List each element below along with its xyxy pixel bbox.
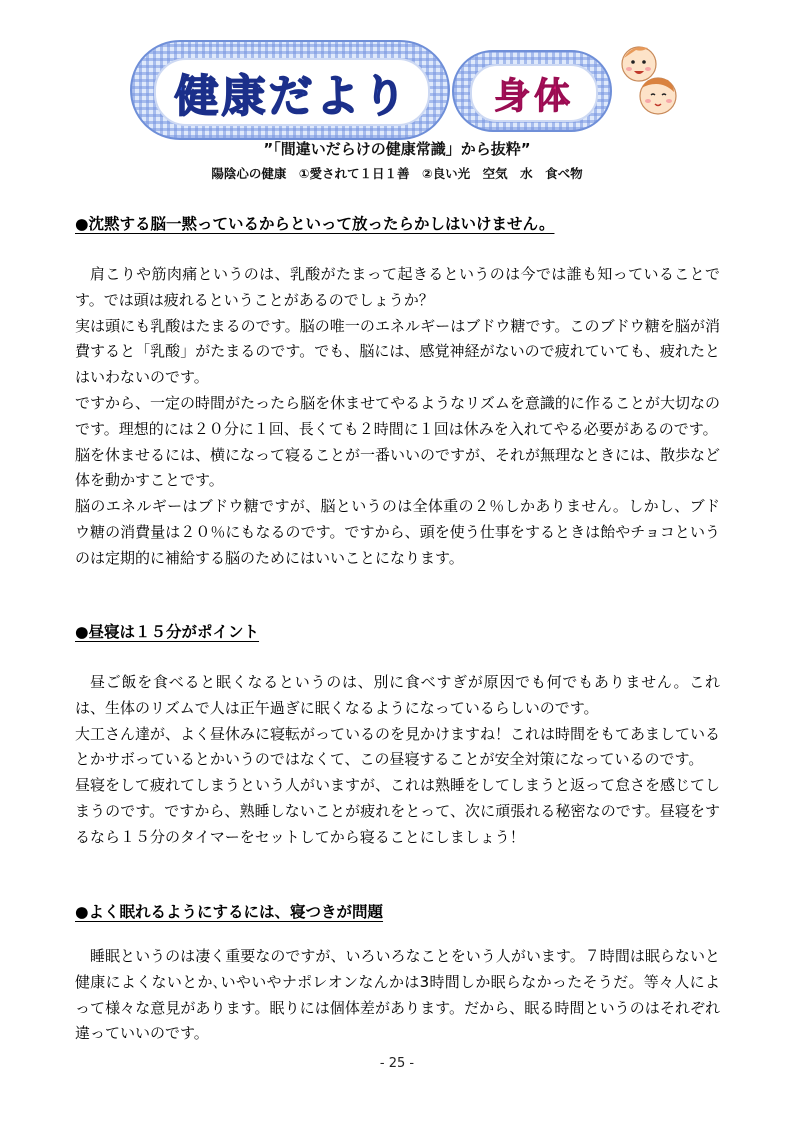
page-number: - 25 - (379, 1056, 415, 1071)
paragraph: 睡眠というのは凄く重要なのですが、いろいろなことをいう人がいます。７時間は眠らないと健康によくないとか､いやいやナポレオンなんかは3時間しか眠らなかったそうだ。等々人によって様々な意見があります。眠りには個体差があります。だから、眠る時間というのはそれぞれ違っていいのです。 (75, 947, 720, 1043)
paragraph: 脳のエネルギーはブドウ糖ですが、脳というのは全体重の２％しかありません。しかし、ブドウ糖の消費量は２０％にもなるのです。ですから、頭を使う仕事をするときは飴やチョコというのは定期的に補給する脳のためにはいいことになります。 (75, 497, 720, 567)
title-banner (130, 40, 450, 140)
category-label: 身体 (493, 75, 574, 117)
newsletter-title: 健康だより (174, 71, 410, 122)
section-body (75, 944, 720, 1047)
paragraph: 実は頭にも乳酸はたまるのです。脳の唯一のエネルギーはブドウ糖です。このブドウ糖を脳が消費すると「乳酸」がたまるのです。でも、脳には、感覚神経がないので疲れていても、疲れたとはいわないのです。 (75, 316, 720, 387)
section-heading: ●よく眠れるようにするには、寝つきが問題 (75, 903, 384, 921)
paragraph: 肩こりや筋肉痛というのは、乳酸がたまって起きるというのは今では誰も知っていることです。では頭は疲れるということがあるのでしょうか？ (75, 265, 720, 309)
paragraph: 昼ご飯を食べると眠くなるというのは、別に食べすぎが原因でも何でもありません。これは、生体のリズムで人は正午過ぎに眠くなるようになっているらしいのです。 (75, 673, 720, 717)
section-heading: ●昼寝は１５分がポイント (75, 623, 260, 641)
health-tagline: 陽陰心の健康 ①愛されて１日１善 ②良い光 空気 水 食べ物 (211, 166, 583, 181)
paragraph: 大工さん達が、よく昼休みに寝転がっているのを見かけますね！これは時間をもてあましているとかサボっているとかいうのではなくて、この昼寝することが安全対策になっているのです。 (75, 724, 721, 769)
paragraph: 昼寝をして疲れてしまうという人がいますが、これは熟睡をしてしまうと返って怠さを感じてしまうのです。ですから、熟睡しないことが疲れをとって、次に頑張れる秘密なのです。昼寝をするなら１５分のタイマーをセットしてから寝ることにしましょう！ (75, 776, 721, 846)
section-heading: ●沈黙する脳一黙っているからといって放ったらかしはいけません。 (75, 215, 555, 233)
section-body (75, 262, 720, 572)
category-banner (452, 50, 612, 132)
title-inner-frame (154, 58, 430, 126)
paragraph: 脳を休ませるには、横になって寝ることが一番いいのですが、それが無理なときには、散歩など体を動かすことです。 (75, 445, 721, 490)
paragraph: ですから、一定の時間がたったら脳を休ませてやるようなリズムを意識的に作ることが大切なのです。理想的には２０分に１回、長くても２時間に１回は休みを入れてやる必要があるのです。 (75, 393, 720, 438)
category-inner-frame (470, 64, 598, 122)
baby-faces-icon (612, 40, 682, 120)
subtitle-source: ”「間違いだらけの健康常識」から抜粋” (263, 140, 531, 158)
section-body (75, 670, 720, 851)
